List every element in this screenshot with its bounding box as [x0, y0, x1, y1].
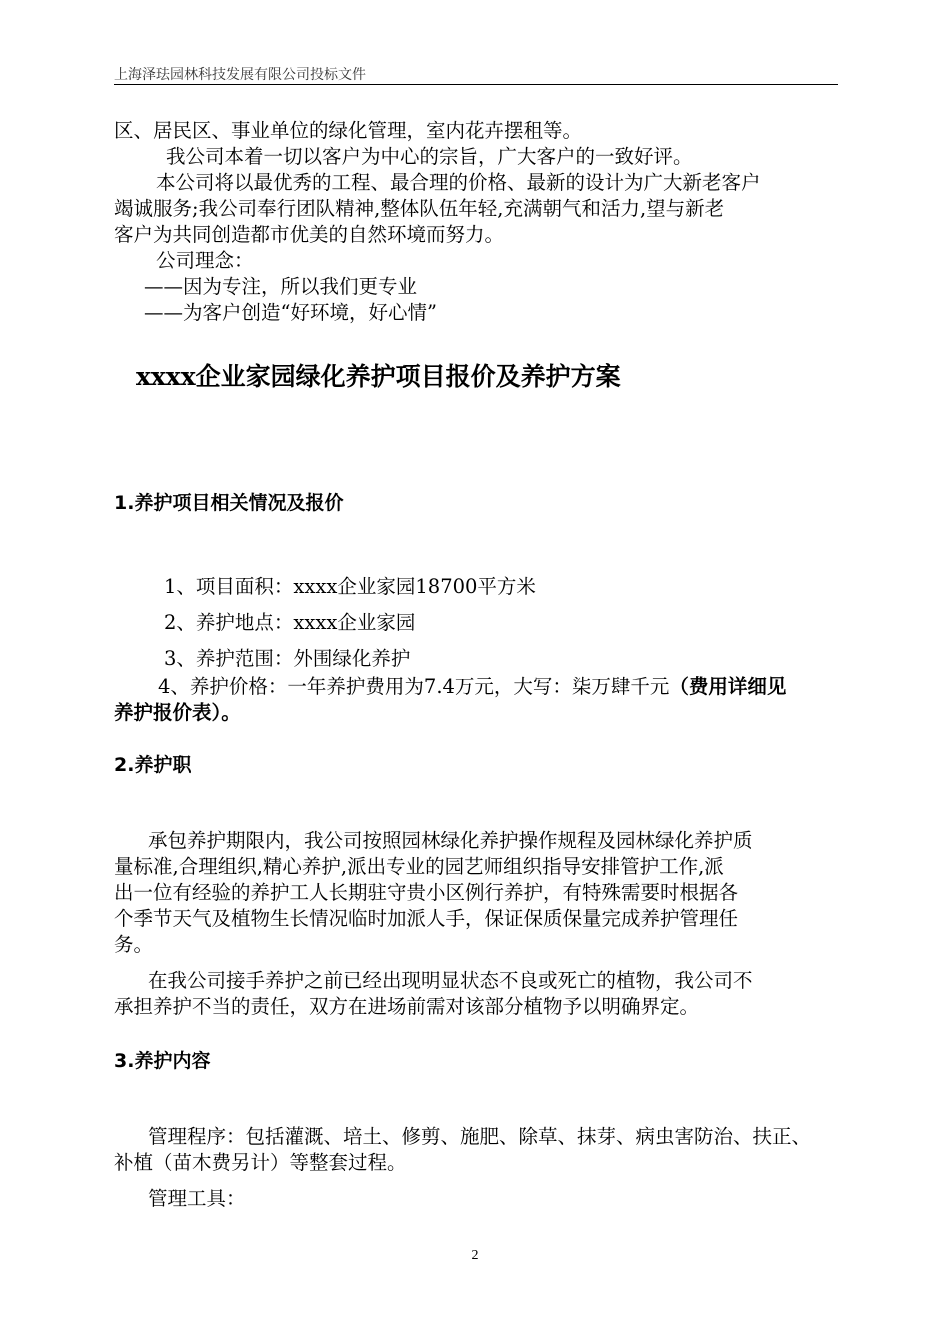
paragraph-line: 个季节天气及植物生长情况临时加派人手，保证保质保量完成养护管理任: [114, 907, 739, 930]
intro-line: 我公司本着一切以客户为中心的宗旨，广大客户的一致好评。: [166, 145, 693, 168]
intro-line: 本公司将以最优秀的工程、最合理的价格、最新的设计为广大新老客户: [156, 171, 761, 194]
price-note-continued: 养护报价表）。: [114, 701, 241, 724]
project-item: 2、养护地点：xxxx企业家园: [164, 611, 416, 634]
section-heading: 1.养护项目相关情况及报价: [114, 492, 344, 514]
section-heading: 2.养护职: [114, 754, 192, 776]
paragraph-line: 量标准,合理组织,精心养护,派出专业的园艺师组织指导安排管护工作,派: [114, 855, 724, 878]
paragraph-line: 管理工具：: [148, 1187, 246, 1210]
price-text: 4、养护价格：一年养护费用为7.4万元，大写：柒万肆千元: [158, 675, 670, 698]
price-item: [114, 674, 840, 700]
running-header: 上海泽珐园林科技发展有限公司投标文件: [114, 68, 366, 83]
paragraph-line: 补植（苗木费另计）等整套过程。: [114, 1151, 407, 1174]
intro-line: 竭诚服务;我公司奉行团队精神,整体队伍年轻,充满朝气和活力,望与新老: [114, 197, 725, 220]
header-divider: [114, 84, 838, 85]
intro-line: 客户为共同创造都市优美的自然环境而努力。: [114, 223, 505, 246]
paragraph-line: 承包养护期限内，我公司按照园林绿化养护操作规程及园林绿化养护质: [148, 829, 753, 852]
paragraph-line: 在我公司接手养护之前已经出现明显状态不良或死亡的植物，我公司不: [148, 969, 753, 992]
paragraph-line: 务。: [114, 933, 154, 956]
paragraph-line: 管理程序：包括灌溉、培土、修剪、施肥、除草、抹芽、病虫害防治、扶正、: [148, 1125, 812, 1148]
intro-line: 区、居民区、事业单位的绿化管理，室内花卉摆租等。: [114, 119, 583, 142]
philosophy-label: 公司理念：: [156, 249, 254, 272]
section-heading: 3.养护内容: [114, 1050, 211, 1072]
document-body: [114, 118, 840, 1212]
paragraph-line: 出一位有经验的养护工人长期驻守贵小区例行养护，有特殊需要时根据各: [114, 881, 739, 904]
philosophy-item: ——因为专注，所以我们更专业: [144, 275, 418, 298]
paragraph-line: 承担养护不当的责任，双方在进场前需对该部分植物予以明确界定。: [114, 995, 700, 1018]
document-title: xxxx企业家园绿化养护项目报价及养护方案: [136, 362, 621, 391]
project-item: 3、养护范围：外围绿化养护: [164, 647, 411, 670]
price-note: （费用详细见: [669, 675, 787, 698]
page-number: 2: [471, 1248, 479, 1263]
philosophy-item: ——为客户创造“好环境，好心情”: [144, 301, 437, 324]
project-item: 1、项目面积：xxxx企业家园18700平方米: [164, 575, 536, 598]
